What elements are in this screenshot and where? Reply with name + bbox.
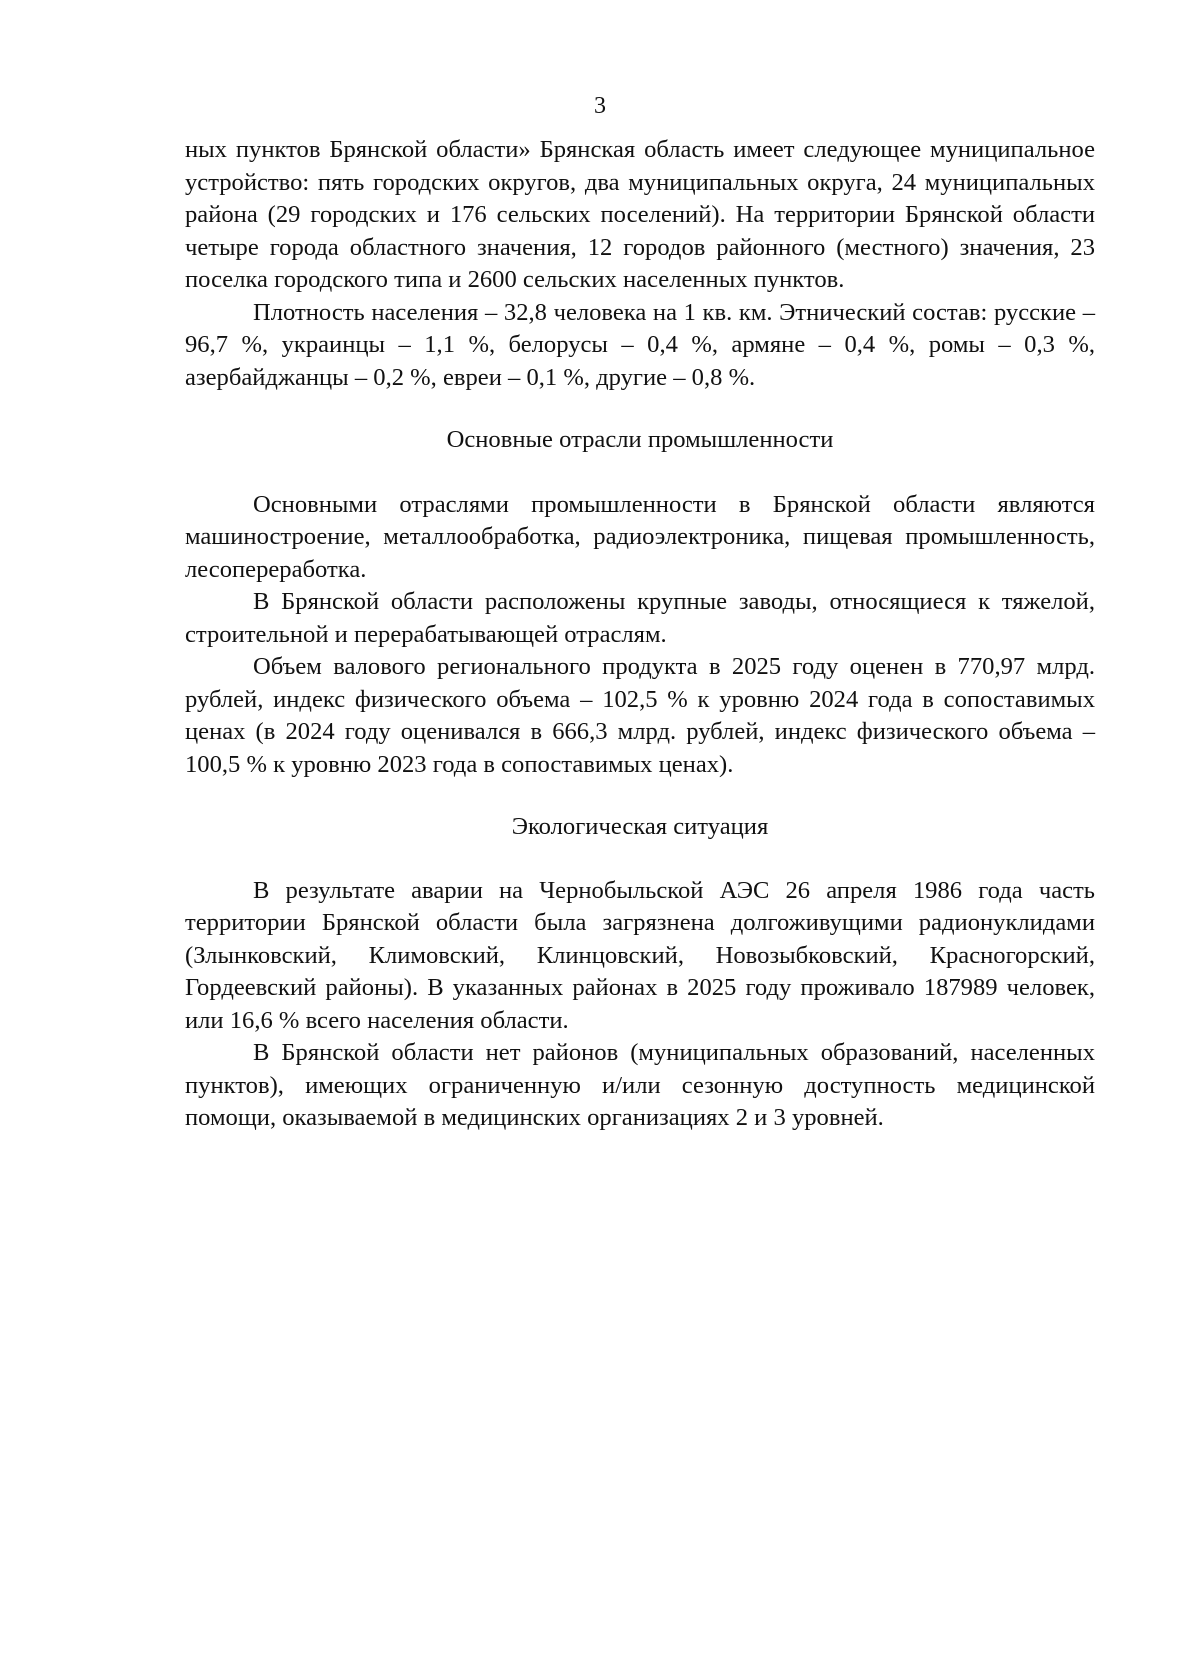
paragraph-main-industries: Основными отраслями промышленности в Брянской области являются машиностроение, металлообработка, радиоэлектроника, пищевая промышленность, лесопереработка.: [185, 490, 1095, 583]
paragraph-large-plants: В Брянской области расположены крупные заводы, относящиеся к тяжелой, строительной и перерабатывающей отраслям.: [185, 588, 1095, 648]
paragraph-administrative-structure: ных пунктов Брянской области» Брянская область имеет следующее муниципальное устройство: пять городских округов, два муниципальных округа, 24 муниципальных района (29 городских и 176 сельских поселений). На территории Брянской области четыре города областного значения, 12 городов районного (местного) значения, 23 поселка городского типа и 2600 сельских населенных пунктов.: [185, 136, 1095, 293]
paragraph-chernobyl: В результате аварии на Чернобыльской АЭС 26 апреля 1986 года часть территории Брянской области была загрязнена долгоживущими радионуклидами (Злынковский, Климовский, Клинцовский, Новозыбковский, Красногорский, Гордеевский районы). В указанных районах в 2025 году проживало 187989 человек, или 16,6 % всего населения области.: [185, 876, 1095, 1034]
section-heading-ecology: Экологическая ситуация: [511, 813, 769, 840]
page-number: 3: [594, 93, 606, 119]
section-heading-industry: Основные отрасли промышленности: [446, 426, 834, 453]
paragraph-medical-access: В Брянской области нет районов (муниципальных образований, населенных пунктов), имеющих ограниченную и/или сезонную доступность медицинской помощи, оказываемой в медицинских организациях 2 и 3 уровней.: [185, 1039, 1095, 1131]
document-body: [185, 134, 1095, 1135]
paragraph-grp: Объем валового регионального продукта в 2025 году оценен в 770,97 млрд. рублей, индекс физического объема – 102,5 % к уровню 2024 года в сопоставимых ценах (в 2024 году оценивался в 666,3 млрд. рублей, индекс физического объема – 100,5 % к уровню 2023 года в сопоставимых ценах).: [185, 653, 1095, 778]
paragraph-population-density: Плотность населения – 32,8 человека на 1 кв. км. Этнический состав: русские – 96,7 %, украинцы – 1,1 %, белорусы – 0,4 %, армяне – 0,4 %, ромы – 0,3 %, азербайджанцы – 0,2 %, евреи – 0,1 %, другие – 0,8 %.: [185, 298, 1095, 391]
